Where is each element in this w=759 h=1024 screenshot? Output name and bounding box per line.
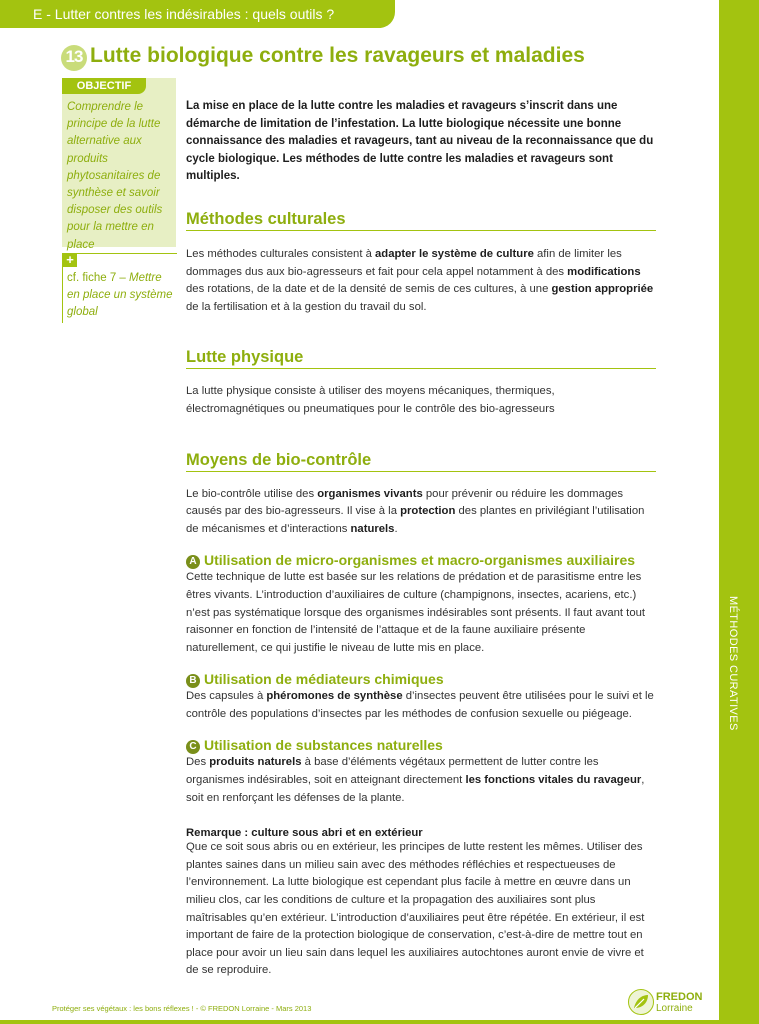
subsection-title-b: B Utilisation de médiateurs chimiques — [186, 671, 656, 688]
side-tab-label: MÉTHODES CURATIVES — [727, 596, 739, 731]
letter-c-badge: C — [186, 740, 200, 754]
subsection-title-c: C Utilisation de substances naturelles — [186, 737, 656, 754]
emphasis: gestion appropriée — [551, 283, 654, 296]
remark-title: Remarque : culture sous abri et en extérieur — [186, 827, 423, 840]
emphasis: organismes vivants — [317, 487, 423, 500]
section-title-culturales: Méthodes culturales — [186, 210, 656, 231]
side-tab — [719, 0, 759, 1024]
objective-text: Comprendre le principe de la lutte alternative aux produits phytosanitaires de synthèse et savoir disposer des outils pour la mettre en place — [67, 101, 163, 251]
subsection-title-a: A Utilisation de micro-organismes et macro-organismes auxiliaires — [186, 552, 656, 569]
objective-box — [62, 78, 176, 251]
reference-text — [67, 270, 175, 322]
biocontrole-paragraph: Le bio-contrôle utilise des organismes vivants pour prévenir ou réduire les dommages causés par des bio-agresseurs. Il vise à la protection des plantes en privilégiant l’utilisation de mécanismes et d’interactions naturels. — [186, 487, 645, 535]
reference-box — [62, 253, 177, 323]
culturales-paragraph: Les méthodes culturales consistent à adapter le système de culture afin de limiter les dommages dus aux bio-agresseurs et fait pour cela appel notamment à des modifications des rotations, de la date et de la densité de semis de ces cultures, à une gestion appropriée de la fertilisation et à la gestion du travail du sol. — [186, 247, 654, 313]
letter-a-badge: A — [186, 555, 200, 569]
emphasis: produits naturels — [209, 756, 302, 769]
plus-icon: + — [63, 253, 77, 267]
section-header-text: E - Lutter contres les indésirables : quels outils ? — [33, 6, 335, 22]
emphasis: modifications — [567, 265, 641, 278]
reference-link[interactable]: Mettre en place un système global — [67, 272, 173, 319]
physique-paragraph: La lutte physique consiste à utiliser des moyens mécaniques, thermiques, électromagnétiques ou pneumatiques pour le contrôle des bio-agresseurs — [186, 385, 555, 415]
reference-prefix: cf. fiche 7 – — [67, 272, 130, 284]
letter-b-badge: B — [186, 674, 200, 688]
subsection-b-paragraph: Des capsules à phéromones de synthèse d’insectes peuvent être utilisées pour le suivi et le contrôle des populations d’insectes par les méthodes de confusion sexuelle ou piégeage. — [186, 690, 654, 720]
section-title-physique: Lutte physique — [186, 348, 656, 369]
section-title-biocontrole: Moyens de bio-contrôle — [186, 451, 656, 472]
remark-paragraph: Que ce soit sous abris ou en extérieur, les principes de lutte restent les mêmes. Utiliser des plantes saines dans un milieu sain avec des méthodes réfléchies et respectueuses de l’environnement. La lutte biologique est cependant plus facile à mettre en œuvre dans un milieu clos, car les conditions de culture et la propagation des auxiliaires sont plus maîtrisables qu’en extérieur. L’introduction d’auxiliaires peut être répétée. En extérieur, il est important de faire de la protection biologique de conservation, c’est-à-dire de mettre tout en place pour avoir un lieu sain dans lequel les auxiliaires autochtones auront envie de vivre et de se reproduire. — [186, 841, 645, 977]
intro-paragraph: La mise en place de la lutte contre les maladies et ravageurs s’inscrit dans une démarche de limitation de l’infestation. La lutte biologique nécessite une bonne connaissance des maladies et ravageurs, tant au niveau de la reconnaissance que du cycle biologique. Les méthodes de lutte contre les maladies et ravageurs sont multiples. — [186, 100, 654, 183]
emphasis: naturels — [350, 522, 395, 535]
subsection-c-paragraph: Des produits naturels à base d’éléments végétaux permettent de lutter contre les organismes indésirables, soit en atteignant directement les fonctions vitales du ravageur, soit en renforçant les défenses de la plante. — [186, 756, 645, 804]
emphasis: adapter le système de culture — [375, 247, 534, 260]
logo-name: FREDON — [656, 991, 703, 1003]
fiche-number: 13 — [65, 47, 83, 66]
bottom-rule — [0, 1020, 759, 1024]
emphasis: protection — [400, 505, 456, 518]
emphasis: les fonctions vitales du ravageur — [465, 774, 642, 787]
leaf-icon — [628, 989, 654, 1015]
page-title: Lutte biologique contre les ravageurs et maladies — [90, 44, 585, 67]
footer-credit: Protéger ses végétaux : les bons réflexes ! - © FREDON Lorraine - Mars 2013 — [52, 1004, 312, 1013]
objective-label: OBJECTIF — [62, 78, 146, 94]
logo-region: Lorraine — [656, 1003, 693, 1014]
emphasis: phéromones de synthèse — [266, 690, 403, 703]
section-header-band — [0, 0, 395, 28]
subsection-a-paragraph: Cette technique de lutte est basée sur les relations de prédation et de parasitisme entre les êtres vivants. L’introduction d’auxiliaires de culture (champignons, insectes, acariens, etc.) n’est pas systématique lorsque des organismes indésirables sont présents. Il faut avant tout raisonner en fonction de l’intensité de l’attaque et de la faune auxiliaire présente naturellement, ce qui justifie le niveau de lutte mis en place. — [186, 571, 646, 654]
main-content — [186, 98, 656, 980]
objective-sidebar — [62, 78, 176, 251]
fiche-number-badge — [61, 45, 87, 71]
